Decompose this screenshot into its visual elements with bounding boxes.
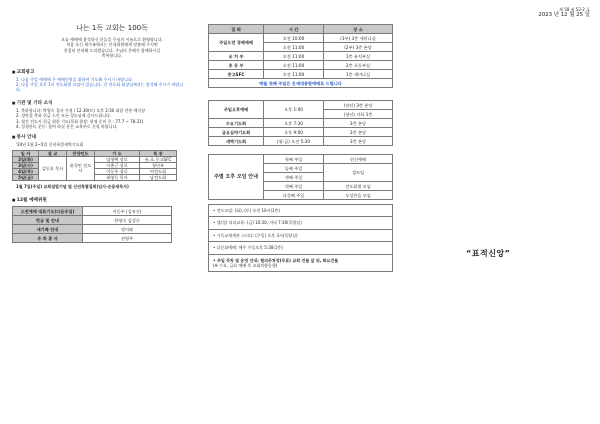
table-row: 3일(수) 이춘근 장로 청년부 [13,162,177,168]
table-row: 초 등 부 오전 11:00 2층 초등부실 [209,61,393,70]
schedule-subtitle: '24년 1월 2~5일 신년특별새벽기도회 [16,142,84,148]
table-row: 오전예배 대표기도(다음주일) 이동주 (김유신) [13,207,172,216]
note-item: • 전도모임: (화), (토) 오전 10시(1층) [209,205,392,217]
table-row: 주일오후예배 오후 1:00 (장년) 3층 본당 [209,101,393,110]
service-table [208,24,393,88]
table-row: 넷째 주일 전도회별 모임 [209,182,393,191]
duty-title: ■ 12월 예배위원 [12,197,187,203]
duty-table [12,206,172,243]
table-row: 주일오전 경배예배 오전 10:00 (1부) 3층 세미나실 [209,34,393,43]
prayer-item: 4. 성경통독 운동: 참여 하실 분은 교육부로 신청 바랍니다. [16,124,118,130]
news-title: ■ 교회광고 [12,69,187,75]
table-row: 새가족 안내 정이와 [13,225,172,234]
right-column [208,24,393,272]
prayer-section [12,100,187,130]
prayer-item: 2. 성탄절 축하 헌금 드린 모든 성도님께 감사드립니다. [16,113,112,119]
table-row: 5일(금) 최영득 목사 남전도회 [13,174,177,180]
table-header: 집 회 시 간 장 소 [209,25,393,34]
table-row: 2일(화) 김동호 목사 윤석민 전도사 임형택 장로 유.초.중고SFC [13,156,177,162]
table-row: 새벽기도회 (월-금) 오전 5:30 3층 본당 [209,137,393,146]
table-row: 헌금 및 안내 한영숙 김성중 [13,216,172,225]
news-item: 2. 다음 주일 오후 1시 전도회별 모임이 있습니다. 각 전도회 회장님께서는 참석해 주시기 바랍니다. [16,82,184,93]
note-item: • 셀(성) 리더교육: (금) 10:30, 저녁 7:30(목양실) [209,217,392,229]
parking-notice: • 주일 주차 및 운영 안내: 협의주차장(무료) 교회 건물 앞 뒤, 화요건물 (※ 수요, 금요 예배 후 교회차량운행) [213,257,339,269]
table-row: 수요기도회 오후 7:30 3층 본당 [209,119,393,128]
table-row: 주별 오후 모임 안내 첫째 주일 헌신예배 [209,155,393,164]
table-row: 유 치 부 오전 11:00 1층 유치부실 [209,52,393,61]
issue-info [538,7,590,19]
preacher: 김동호 목사 [39,156,67,180]
group-label: 주별 오후 모임 안내 [209,155,264,200]
news-section [12,69,187,93]
issue-date: 2023 년 12 월 25 일 [538,12,590,19]
schedule-table [12,150,177,181]
table-row: 중고SFC 오전 11:00 1층 세미나실 [209,70,393,79]
table-row: (청년) 지하 1층 [209,110,393,119]
news-item: 1. 다음 주일 예배에 주 예배인원을 위하여 기도해 주시기 바랍니다. [16,76,133,82]
notes-box [208,204,393,272]
table-row [209,79,393,88]
note-item: • 기독교세계관 스터디: (주일) 오후 3시(목양실) [209,230,392,242]
table-row: 주 차 봉 사 권영주 [13,234,172,243]
worship-leader: 윤석민 전도사 [67,156,95,180]
schedule-title: ■ 봉사 안내 [12,134,187,140]
intro-text: 오늘 예배에 참석하신 분들을 주님의 이름으로 환영합니다. 처음 오신 새가족께서는 안내위원에게 말씀해 주시면 친절히 안내해 드리겠습니다. 주님의 은혜가 함께하시길 축복합니다. [61,37,163,59]
table-row: 셋째 주일 [209,173,393,182]
slogan: “표적신앙” [466,249,511,258]
table-row: 다섯째 주일 오성찬을 모임 [209,191,393,200]
table-row: 금요심야기도회 오후 9:00 3층 본당 [209,128,393,137]
duty-section [12,197,187,243]
table-row: 4일(목) 이동주 장로 여전도회 [13,168,177,174]
service-note: 매월 첫째 주일은 온세대통합예배로 드립니다 [209,79,393,88]
prayer-title: ■ 기관 및 기타 소식 [12,100,187,106]
left-column [12,24,187,243]
table-row: 둘째 주일 셀모임 [209,164,393,173]
prayer-item: 1. 축하합니다: 박영숙 집사 가정 / 12.30(토) 오후 2:30 대림 진흥 예식장 [16,107,146,113]
note-item: • 다문화예배: 매주 주일오후 5:30(1층) [209,242,392,254]
weekly-table [208,100,393,146]
table-row: 오전 11:00 (2부) 3층 본당 [209,43,393,52]
prayer-item: 3. 월간 전도지 헌금 위한 기도(목회 현장: 현재 준비 중 : 77.7 ~ 78.31) [16,118,144,124]
issue-number: 제 58 권 52-2 호 [559,7,590,12]
table-header: 일 자 설 교 찬양인도 기 도 특 송 [13,150,177,156]
group-table [208,154,393,200]
page-title: 나는 1독 교회는 100독 [76,24,148,32]
schedule-section [12,134,187,189]
schedule-note: 1월 7일(주일) 교회설립기념 및 신년특별집회(임사-손용재목사) [16,183,129,189]
